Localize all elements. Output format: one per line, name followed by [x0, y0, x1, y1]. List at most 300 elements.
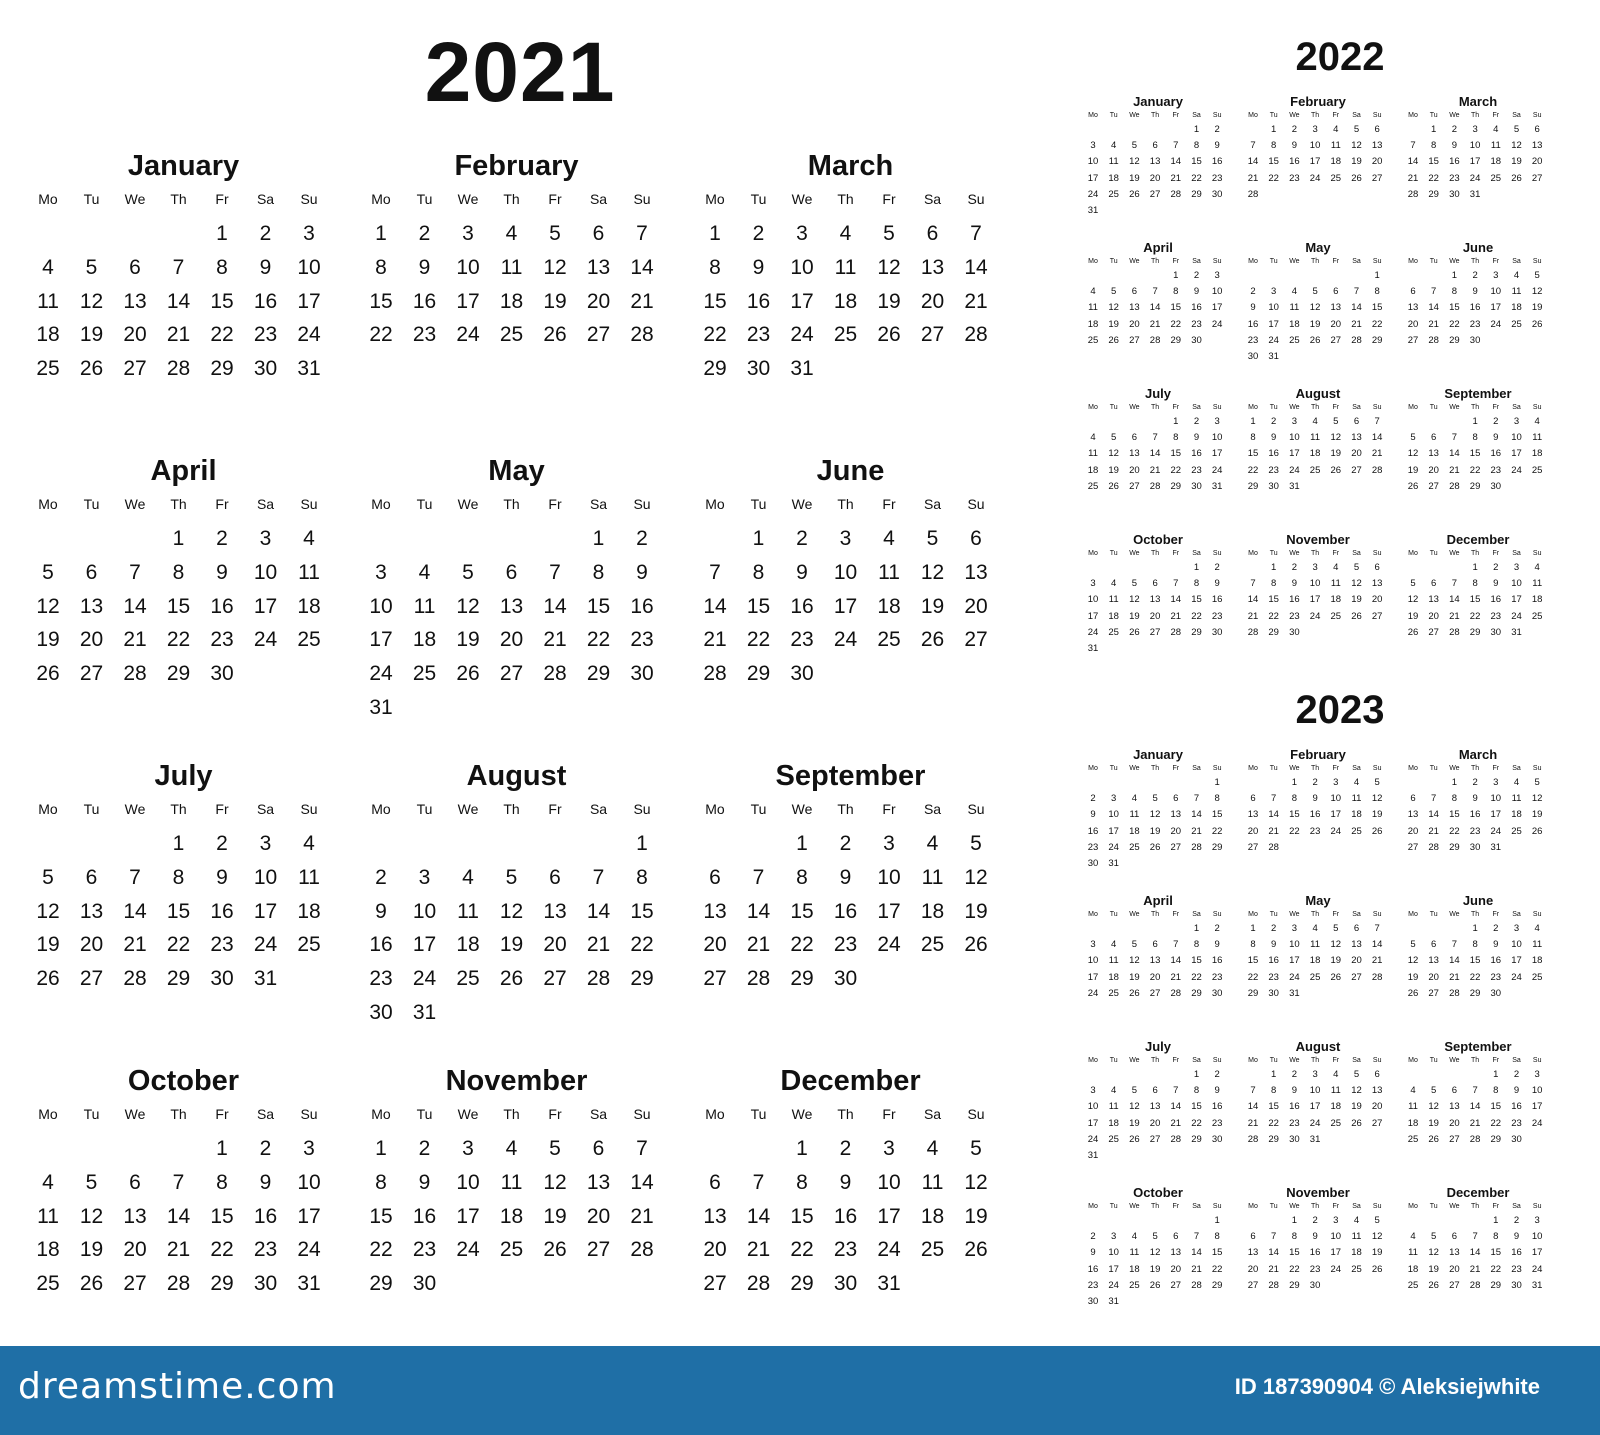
weekday-label: Su: [1532, 1057, 1542, 1064]
weekday-label: Th: [1151, 1203, 1160, 1210]
day-cell: 27: [1330, 334, 1342, 346]
day-cell: 3: [303, 222, 315, 245]
day-cell: 22: [1268, 1117, 1279, 1129]
day-cell: 8: [1271, 1085, 1277, 1097]
day-cell: 29: [166, 662, 191, 686]
weekday-label: Su: [1532, 258, 1542, 265]
day-cell: 16: [369, 933, 393, 957]
day-cell: 20: [1149, 172, 1161, 184]
day-cell: 15: [1469, 448, 1481, 460]
month-july-2022: [1083, 387, 1233, 522]
day-cell: 25: [1330, 172, 1342, 184]
day-cell: 19: [1371, 1247, 1383, 1259]
weekday-label: We: [1289, 765, 1300, 772]
day-cell: 2: [259, 1137, 272, 1160]
weekday-label: Tu: [1109, 1057, 1118, 1064]
weekday-label: Su: [1372, 112, 1382, 119]
day-cell: 15: [703, 289, 727, 313]
day-cell: 7: [592, 865, 605, 889]
day-cell: 29: [790, 1272, 814, 1296]
day-cell: 19: [1428, 1263, 1439, 1275]
day-cell: 21: [1247, 1117, 1259, 1129]
year-title-2022: 2022: [1295, 35, 1385, 79]
day-cell: 2: [1214, 1069, 1220, 1080]
day-cell: 4: [883, 527, 895, 550]
day-cell: 8: [1193, 939, 1200, 951]
day-cell: 21: [746, 1238, 771, 1262]
day-cell: 8: [1451, 286, 1458, 298]
day-cell: 24: [1289, 464, 1300, 476]
day-cell: 9: [1291, 578, 1298, 590]
day-cell: 10: [1531, 1231, 1543, 1243]
day-cell: 18: [877, 594, 901, 618]
day-cell: 11: [1490, 140, 1501, 152]
weekday-label: Tu: [1429, 1057, 1438, 1064]
day-cell: 24: [1211, 464, 1223, 476]
day-cell: 14: [1469, 1101, 1481, 1113]
day-cell: 4: [1333, 124, 1339, 135]
weekday-label: Th: [837, 496, 854, 512]
day-cell: 15: [1289, 809, 1300, 821]
day-cell: 15: [1170, 302, 1182, 314]
weekday-label: Sa: [923, 191, 942, 207]
month-name: May: [488, 455, 545, 487]
day-cell: 11: [1289, 302, 1300, 314]
day-cell: 3: [1534, 1069, 1540, 1080]
day-cell: 10: [790, 255, 814, 279]
weekday-label: We: [457, 801, 479, 817]
month-name: October: [1133, 1185, 1183, 1200]
day-cell: 21: [1170, 971, 1182, 983]
month-name: June: [1462, 893, 1494, 908]
day-cell: 19: [1371, 809, 1383, 821]
day-cell: 4: [1090, 432, 1096, 444]
day-cell: 11: [1108, 156, 1119, 168]
day-cell: 10: [456, 255, 480, 279]
image-id-credit: ID 187390904 © Aleksiejwhite: [1234, 1374, 1540, 1399]
weekday-label: Tu: [416, 801, 433, 817]
day-cell: 30: [1211, 188, 1223, 200]
day-cell: 28: [1149, 480, 1161, 492]
day-cell: 24: [253, 628, 278, 652]
day-cell: 15: [1268, 1101, 1279, 1113]
month-name: January: [127, 150, 240, 182]
day-cell: 2: [1472, 270, 1478, 281]
day-cell: 8: [1451, 793, 1458, 805]
day-cell: 25: [1108, 987, 1119, 999]
weekday-label: We: [791, 801, 813, 817]
day-cell: 30: [1469, 334, 1481, 346]
day-cell: 3: [1090, 578, 1096, 590]
day-cell: 21: [1469, 1263, 1481, 1275]
weekday-label: Su: [1532, 404, 1542, 411]
day-cell: 1: [1472, 923, 1478, 934]
day-cell: 21: [586, 933, 611, 957]
day-cell: 10: [1289, 939, 1300, 951]
weekday-label: Th: [1471, 550, 1480, 557]
day-cell: 27: [1371, 1117, 1383, 1129]
day-cell: 25: [1330, 1117, 1342, 1129]
weekday-label: Th: [1151, 112, 1160, 119]
day-cell: 7: [1431, 286, 1437, 298]
month-may-2023: [1243, 894, 1393, 1029]
day-cell: 11: [921, 865, 944, 889]
day-cell: 19: [456, 628, 480, 652]
weekday-label: Mo: [1088, 1057, 1098, 1064]
day-cell: 26: [1511, 172, 1522, 184]
day-cell: 15: [166, 899, 191, 923]
day-cell: 7: [1451, 578, 1458, 590]
day-cell: 5: [926, 527, 939, 550]
day-cell: 14: [703, 594, 727, 618]
day-cell: 26: [1351, 172, 1362, 184]
weekday-label: Fr: [548, 191, 562, 207]
day-cell: 26: [1371, 825, 1383, 837]
day-cell: 5: [1410, 432, 1416, 444]
day-cell: 4: [42, 1170, 54, 1194]
day-cell: 6: [1410, 286, 1416, 298]
day-cell: 22: [210, 1238, 234, 1262]
day-cell: 2: [1214, 562, 1220, 573]
day-cell: 5: [883, 222, 895, 245]
day-cell: 19: [1108, 464, 1119, 476]
day-cell: 20: [123, 323, 147, 347]
day-cell: 24: [1531, 1117, 1543, 1129]
day-cell: 20: [1129, 318, 1140, 330]
day-cell: 26: [543, 323, 567, 347]
day-cell: 27: [1428, 480, 1439, 492]
weekday-label: Sa: [1352, 1057, 1361, 1064]
day-cell: 25: [1511, 318, 1522, 330]
weekday-label: Fr: [1172, 404, 1180, 411]
day-cell: 12: [79, 1204, 104, 1228]
day-cell: 4: [1534, 416, 1540, 427]
day-cell: 21: [1149, 464, 1161, 476]
day-cell: 11: [1310, 432, 1321, 444]
day-cell: 31: [1087, 1150, 1099, 1161]
day-cell: 31: [297, 1272, 321, 1296]
day-cell: 14: [630, 1170, 654, 1194]
day-cell: 25: [1087, 334, 1099, 346]
day-cell: 6: [1152, 578, 1158, 590]
day-cell: 27: [1407, 841, 1419, 853]
day-cell: 29: [1469, 626, 1481, 638]
day-cell: 15: [369, 289, 393, 313]
day-cell: 4: [1131, 793, 1138, 805]
day-cell: 15: [1490, 1101, 1502, 1113]
day-cell: 19: [79, 1238, 104, 1262]
weekday-label: Sa: [1352, 550, 1361, 557]
day-cell: 28: [1268, 1279, 1279, 1291]
day-cell: 17: [1289, 448, 1300, 460]
weekday-label: Su: [1372, 911, 1382, 918]
day-cell: 20: [1351, 955, 1362, 967]
day-cell: 6: [709, 865, 721, 889]
weekday-label: We: [791, 1106, 813, 1122]
day-cell: 16: [1449, 156, 1460, 168]
day-cell: 4: [926, 832, 939, 855]
day-cell: 2: [1493, 416, 1499, 427]
weekday-label: Th: [1471, 1203, 1480, 1210]
day-cell: 8: [636, 865, 648, 889]
day-cell: 28: [1268, 841, 1279, 853]
day-cell: 6: [1374, 1069, 1380, 1080]
day-cell: 1: [1173, 416, 1179, 427]
day-cell: 9: [259, 255, 272, 279]
day-cell: 4: [1111, 140, 1117, 152]
day-cell: 19: [920, 594, 945, 618]
day-cell: 11: [1408, 1101, 1418, 1113]
day-cell: 17: [877, 899, 901, 923]
day-cell: 14: [746, 899, 771, 923]
day-cell: 24: [1087, 1133, 1099, 1145]
day-cell: 9: [1271, 432, 1277, 444]
day-cell: 28: [1449, 987, 1460, 999]
day-cell: 22: [1490, 1263, 1502, 1275]
weekday-label: Tu: [750, 801, 767, 817]
day-cell: 12: [36, 899, 60, 923]
day-cell: 1: [1472, 416, 1478, 427]
day-cell: 19: [543, 289, 567, 313]
day-cell: 3: [375, 560, 387, 584]
day-cell: 20: [543, 933, 567, 957]
day-cell: 30: [1490, 987, 1502, 999]
day-cell: 13: [79, 899, 104, 923]
day-cell: 14: [1170, 594, 1182, 606]
day-cell: 16: [1268, 448, 1279, 460]
day-cell: 9: [1291, 1085, 1298, 1097]
day-cell: 8: [1374, 286, 1380, 298]
weekday-label: Tu: [83, 191, 100, 207]
weekday-label: Su: [633, 1106, 651, 1122]
day-cell: 30: [1268, 480, 1279, 492]
weekday-label: Su: [1212, 404, 1222, 411]
weekday-label: Fr: [1332, 112, 1340, 119]
day-cell: 7: [1173, 1085, 1179, 1097]
day-cell: 15: [369, 1204, 393, 1228]
day-cell: 13: [1428, 955, 1439, 967]
day-cell: 14: [1170, 1101, 1182, 1113]
day-cell: 29: [1211, 841, 1223, 853]
site-logo[interactable]: dreamstime.com: [18, 1366, 337, 1407]
weekday-label: Sa: [1512, 1057, 1521, 1064]
day-cell: 4: [1111, 578, 1117, 590]
day-cell: 4: [1312, 923, 1318, 934]
weekday-label: Mo: [705, 496, 725, 512]
day-cell: 21: [703, 628, 727, 652]
weekday-label: Fr: [1172, 765, 1180, 772]
weekday-label: Fr: [215, 191, 229, 207]
day-cell: 22: [1469, 464, 1481, 476]
day-cell: 25: [1108, 188, 1119, 200]
day-cell: 13: [1351, 939, 1362, 951]
day-cell: 15: [1371, 302, 1383, 314]
day-cell: 3: [1090, 140, 1096, 152]
day-cell: 8: [1472, 939, 1478, 951]
day-cell: 21: [1191, 825, 1202, 837]
day-cell: 13: [1129, 448, 1140, 460]
day-cell: 1: [1271, 124, 1277, 135]
day-cell: 21: [630, 1204, 654, 1228]
day-cell: 21: [1428, 318, 1439, 330]
weekday-label: Sa: [256, 191, 275, 207]
weekday-label: Th: [1471, 765, 1480, 772]
day-cell: 24: [1108, 841, 1119, 853]
weekday-label: Su: [633, 191, 651, 207]
day-cell: 3: [1312, 1069, 1318, 1080]
day-cell: 5: [1131, 578, 1138, 590]
day-cell: 22: [790, 1238, 814, 1262]
day-cell: 18: [1511, 302, 1522, 314]
day-cell: 13: [1531, 140, 1543, 152]
day-cell: 28: [586, 967, 611, 991]
day-cell: 7: [1353, 286, 1360, 298]
day-cell: 27: [586, 323, 611, 347]
day-cell: 28: [1170, 1133, 1182, 1145]
weekday-label: Mo: [1088, 911, 1098, 918]
weekday-label: Su: [1372, 1057, 1382, 1064]
month-february-2022: [1243, 95, 1393, 230]
day-cell: 24: [1490, 825, 1502, 837]
day-cell: 20: [1428, 610, 1439, 622]
day-cell: 31: [1211, 480, 1223, 492]
weekday-label: Fr: [882, 1106, 896, 1122]
day-cell: 21: [123, 933, 147, 957]
day-cell: 11: [834, 255, 857, 279]
weekday-label: Tu: [1109, 550, 1118, 557]
day-cell: 4: [1534, 923, 1540, 934]
day-cell: 12: [456, 594, 480, 618]
day-cell: 7: [1193, 1231, 1200, 1243]
day-cell: 22: [1191, 172, 1202, 184]
day-cell: 14: [1469, 1247, 1481, 1259]
day-cell: 20: [1371, 156, 1383, 168]
day-cell: 12: [964, 865, 988, 889]
day-cell: 4: [418, 560, 431, 584]
day-cell: 12: [79, 289, 104, 313]
day-cell: 17: [1531, 1101, 1543, 1113]
weekday-label: We: [1129, 1057, 1140, 1064]
day-cell: 26: [36, 662, 60, 686]
day-cell: 10: [253, 560, 278, 584]
weekday-label: Sa: [1512, 765, 1521, 772]
day-cell: 24: [1309, 1117, 1321, 1129]
day-cell: 7: [1173, 140, 1179, 152]
day-cell: 29: [1247, 480, 1259, 492]
weekday-label: Su: [300, 496, 318, 512]
day-cell: 25: [1289, 334, 1300, 346]
day-cell: 26: [1531, 825, 1543, 837]
day-cell: 20: [1449, 1263, 1460, 1275]
month-name: September: [1444, 386, 1512, 401]
day-cell: 6: [1353, 923, 1360, 934]
weekday-label: Fr: [215, 1106, 229, 1122]
weekday-label: Su: [1532, 112, 1542, 119]
day-cell: 5: [1374, 777, 1380, 788]
day-cell: 25: [297, 628, 321, 652]
day-cell: 6: [1131, 432, 1138, 444]
day-cell: 30: [210, 967, 234, 991]
day-cell: 17: [790, 289, 814, 313]
weekday-label: Sa: [1352, 911, 1361, 918]
day-cell: 30: [1191, 334, 1202, 346]
day-cell: 16: [833, 899, 858, 923]
day-cell: 22: [1428, 172, 1439, 184]
day-cell: 1: [592, 527, 605, 550]
day-cell: 16: [253, 1204, 278, 1228]
day-cell: 15: [1449, 809, 1460, 821]
day-cell: 14: [123, 594, 147, 618]
day-cell: 28: [1247, 626, 1259, 638]
day-cell: 3: [1271, 286, 1277, 298]
month-august-2021: [359, 762, 674, 1062]
day-cell: 25: [1108, 626, 1119, 638]
weekday-label: Mo: [1248, 1057, 1258, 1064]
day-cell: 13: [1170, 809, 1182, 821]
day-cell: 31: [1087, 205, 1099, 216]
weekday-label: Fr: [548, 801, 562, 817]
day-cell: 9: [216, 560, 228, 584]
weekday-label: Tu: [1429, 404, 1438, 411]
day-cell: 5: [549, 1137, 561, 1160]
day-cell: 3: [1534, 1215, 1540, 1226]
day-cell: 4: [1513, 777, 1520, 788]
weekday-label: Fr: [1332, 258, 1340, 265]
day-cell: 28: [1149, 334, 1161, 346]
day-cell: 22: [746, 628, 771, 652]
weekday-label: Th: [1311, 258, 1320, 265]
day-cell: 29: [1268, 1133, 1279, 1145]
day-cell: 18: [1407, 1263, 1419, 1275]
month-name: February: [1290, 94, 1346, 109]
day-cell: 1: [796, 832, 808, 855]
day-cell: 26: [1371, 1263, 1383, 1275]
month-june-2022: [1403, 241, 1553, 376]
day-cell: 24: [456, 323, 480, 347]
day-cell: 1: [1250, 416, 1256, 427]
day-cell: 25: [1351, 1263, 1362, 1275]
day-cell: 22: [1247, 464, 1259, 476]
day-cell: 27: [1149, 1133, 1161, 1145]
day-cell: 6: [549, 865, 561, 889]
day-cell: 22: [369, 323, 393, 347]
day-cell: 5: [42, 865, 54, 889]
weekday-label: Fr: [882, 191, 896, 207]
day-cell: 11: [413, 594, 436, 618]
day-cell: 9: [1250, 302, 1256, 314]
day-cell: 22: [1289, 825, 1300, 837]
day-cell: 7: [1173, 578, 1179, 590]
weekday-label: Tu: [1269, 911, 1278, 918]
weekday-label: Mo: [1248, 911, 1258, 918]
day-cell: 18: [297, 594, 321, 618]
weekday-label: Su: [1212, 550, 1222, 557]
weekday-label: Su: [300, 1106, 318, 1122]
day-cell: 30: [1309, 1279, 1321, 1291]
day-cell: 14: [166, 289, 191, 313]
day-cell: 28: [1449, 626, 1460, 638]
day-cell: 21: [964, 289, 988, 313]
day-cell: 16: [253, 289, 278, 313]
day-cell: 13: [1428, 594, 1439, 606]
day-cell: 18: [1511, 809, 1522, 821]
day-cell: 6: [1173, 1231, 1179, 1243]
day-cell: 6: [129, 255, 141, 279]
day-cell: 19: [1309, 318, 1321, 330]
day-cell: 4: [1493, 124, 1499, 135]
day-cell: 28: [1170, 626, 1182, 638]
day-cell: 13: [1351, 432, 1362, 444]
